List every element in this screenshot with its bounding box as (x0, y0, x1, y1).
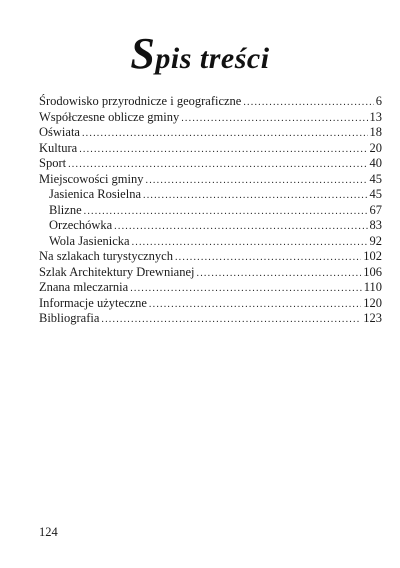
toc-entry-page: 20 (369, 140, 382, 155)
title-rest: pis treści (155, 42, 270, 75)
toc-entry-page: 123 (363, 311, 382, 325)
toc-entry-page: 45 (369, 187, 382, 201)
toc-leader-dots (132, 235, 368, 251)
toc-entry-label: Miejscowości gminy (39, 171, 144, 186)
toc-entry (39, 218, 382, 234)
toc-leader-dots (101, 312, 361, 328)
toc-entry-label: Środowisko przyrodnicze i geograficzne (39, 94, 242, 108)
toc-entry-label: Wola Jasienicka (49, 233, 130, 248)
toc-entry (39, 203, 382, 219)
toc-entry (39, 265, 382, 281)
toc-leader-dots (149, 297, 361, 313)
toc-entry (39, 94, 382, 110)
toc-entry-label: Orzechówka (49, 218, 113, 232)
toc-entry (39, 125, 382, 141)
toc-entry-page: 92 (369, 233, 382, 248)
toc-leader-dots (175, 250, 361, 266)
toc-entry-label: Oświata (39, 125, 80, 139)
toc-entry-page: 45 (369, 171, 382, 186)
toc-entry-page: 110 (363, 280, 382, 294)
toc-entry (39, 249, 382, 265)
toc-leader-dots (84, 204, 368, 220)
toc-leader-dots (146, 173, 368, 189)
toc-entry (39, 141, 382, 157)
toc-leader-dots (197, 266, 362, 282)
toc-entry (39, 280, 382, 296)
toc-entry-label: Kultura (39, 140, 78, 155)
toc-entry-page: 102 (363, 249, 382, 263)
toc-leader-dots (243, 95, 373, 111)
title-initial: S (130, 29, 156, 78)
toc-entry-page: 67 (369, 202, 382, 217)
toc-entry-label: Jasienica Rosielna (49, 187, 141, 201)
toc-entry-page: 40 (369, 156, 382, 170)
toc-leader-dots (82, 126, 368, 142)
toc-entry (39, 311, 382, 327)
toc-entry-label: Współczesne oblicze gminy (39, 109, 180, 124)
toc-entry (39, 172, 382, 188)
page-number: 124 (39, 525, 58, 539)
toc-leader-dots (181, 111, 367, 127)
toc-entry (39, 110, 382, 126)
toc-leader-dots (114, 219, 367, 235)
toc-entry (39, 234, 382, 250)
toc-entry-label: Sport (39, 156, 67, 170)
toc-entry-page: 120 (363, 295, 382, 310)
toc-leader-dots (68, 157, 367, 173)
toc-entry (39, 187, 382, 203)
toc-entry-label: Znana mleczarnia (39, 280, 129, 294)
toc-entry-page: 83 (369, 218, 382, 232)
table-of-contents (39, 94, 382, 327)
toc-entry-page: 18 (369, 125, 382, 139)
toc-entry-label: Blizne (49, 202, 82, 217)
toc-leader-dots (79, 142, 367, 158)
toc-entry-label: Informacje użyteczne (39, 295, 147, 310)
toc-leader-dots (130, 281, 362, 297)
toc-entry-label: Bibliografia (39, 311, 100, 325)
toc-entry-label: Na szlakach turystycznych (39, 249, 173, 263)
toc-entry-label: Szlak Architektury Drewnianej (39, 264, 195, 279)
toc-entry-page: 13 (369, 109, 382, 124)
page-title (0, 28, 400, 79)
toc-entry-page: 106 (363, 264, 382, 279)
toc-entry (39, 156, 382, 172)
toc-entry-page: 6 (375, 94, 382, 108)
toc-entry (39, 296, 382, 312)
toc-leader-dots (143, 188, 368, 204)
